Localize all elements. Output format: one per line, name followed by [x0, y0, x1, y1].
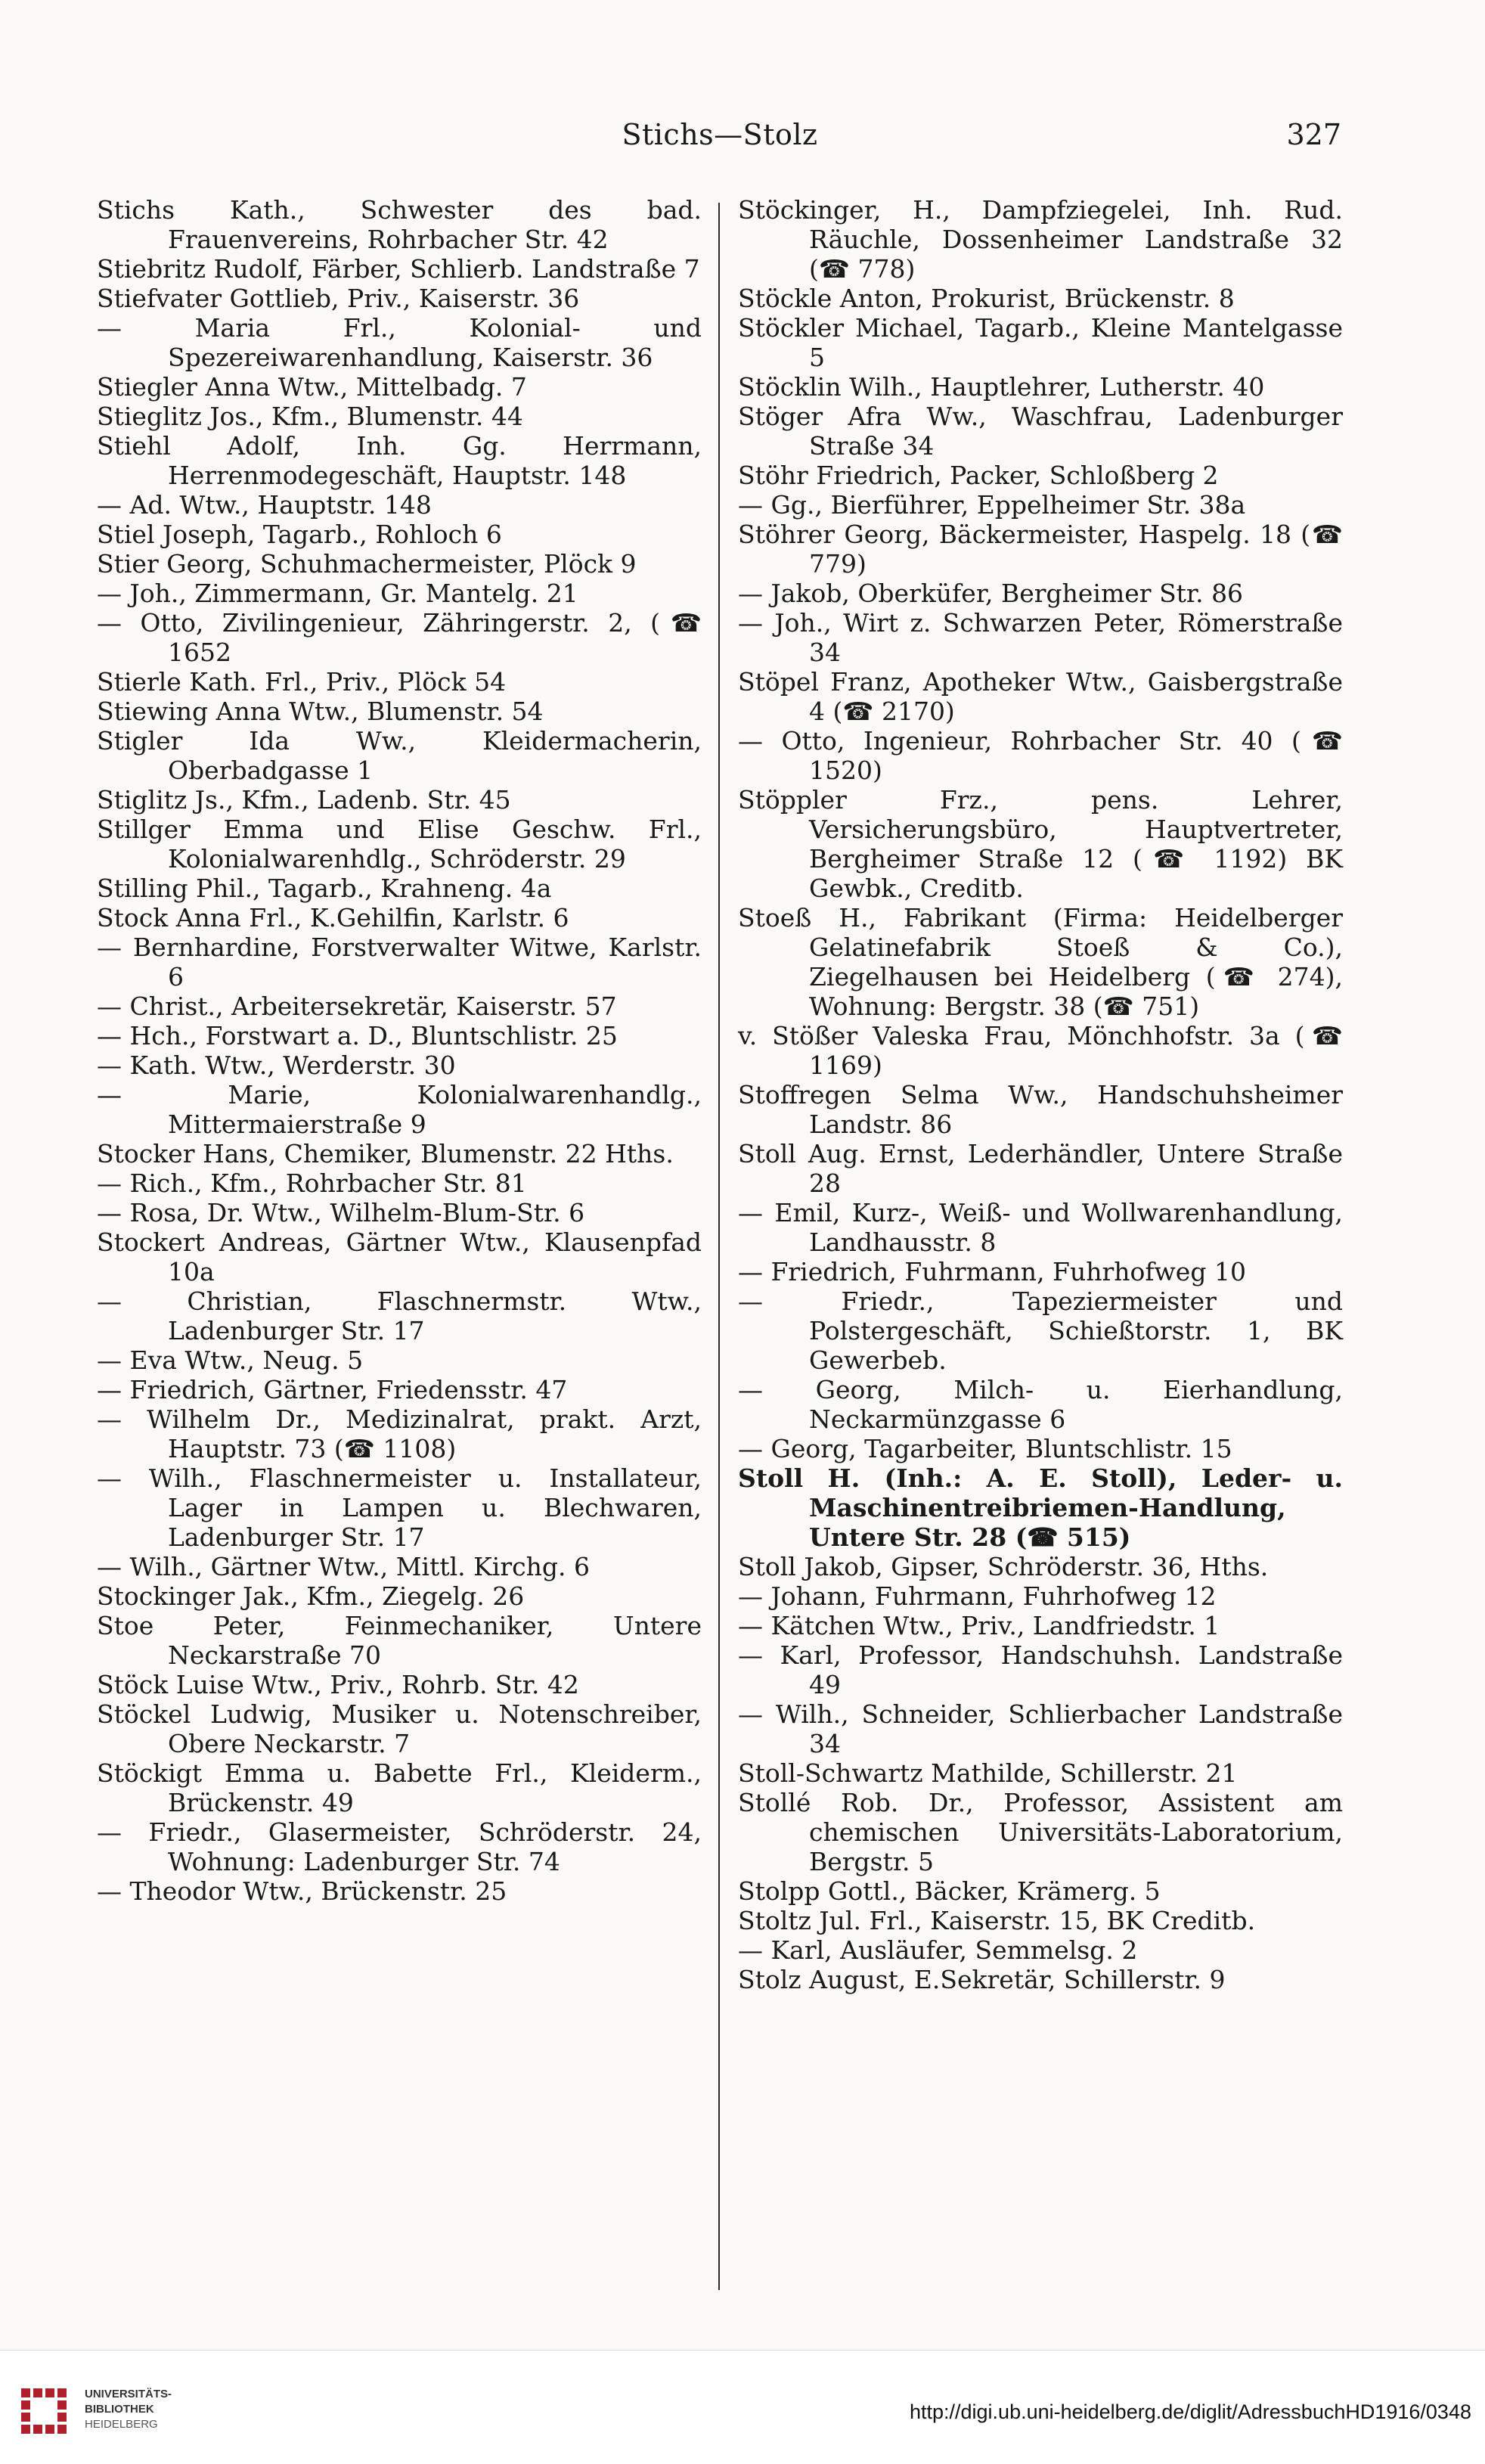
directory-entry: Stöckler Michael, Tagarb., Kleine Mantelgasse 5 [738, 313, 1343, 372]
directory-entry: Stolz August, E.Sekretär, Schillerstr. 9 [738, 1965, 1226, 1994]
directory-entry: — Theodor Wtw., Brückenstr. 25 [97, 1876, 507, 1906]
directory-entry: — Georg, Tagarbeiter, Bluntschlistr. 15 [738, 1434, 1232, 1463]
directory-entry: — Christ., Arbeitersekretär, Kaiserstr. 57 [97, 991, 617, 1021]
directory-entry: — Georg, Milch- u. Eierhandlung, Neckarmünzgasse 6 [738, 1375, 1343, 1434]
directory-entry: Stoll Jakob, Gipser, Schröderstr. 36, Hths. [738, 1552, 1269, 1581]
right-column [738, 195, 1343, 1994]
directory-entry: — Emil, Kurz-, Weiß- und Wollwarenhandlung, Landhausstr. 8 [738, 1198, 1343, 1257]
logo-line-1: UNIVERSITÄTS- [85, 2388, 172, 2400]
directory-entry: Stollé Rob. Dr., Professor, Assistent am chemischen Universitäts-Laboratorium, Bergstr. 5 [738, 1788, 1343, 1876]
directory-entry: — Kath. Wtw., Werderstr. 30 [97, 1050, 456, 1080]
directory-entry: — Friedr., Glasermeister, Schröderstr. 24, Wohnung: Ladenburger Str. 74 [97, 1817, 702, 1876]
library-logo[interactable] [17, 2384, 191, 2444]
directory-entry: — Bernhardine, Forstverwalter Witwe, Karlstr. 6 [97, 933, 702, 991]
directory-entry: Stiewing Anna Wtw., Blumenstr. 54 [97, 697, 544, 726]
directory-entry: Stoll-Schwartz Mathilde, Schillerstr. 21 [738, 1758, 1238, 1788]
directory-entry: — Marie, Kolonialwarenhandlg., Mittermaierstraße 9 [97, 1080, 702, 1139]
directory-entry: Stillger Emma und Elise Geschw. Frl., Kolonialwarenhdlg., Schröderstr. 29 [97, 815, 702, 874]
directory-entry: Stöcklin Wilh., Hauptlehrer, Lutherstr. 40 [738, 372, 1265, 402]
source-url-link[interactable]: http://digi.ub.uni-heidelberg.de/diglit/AdressbuchHD1916/0348 [909, 2400, 1471, 2423]
directory-entry: Stöckigt Emma u. Babette Frl., Kleiderm., Brückenstr. 49 [97, 1758, 702, 1817]
directory-entry: — Gg., Bierführer, Eppelheimer Str. 38a [738, 490, 1246, 520]
directory-entry: — Karl, Ausläufer, Semmelsg. 2 [738, 1935, 1138, 1965]
directory-entry: Stoe Peter, Feinmechaniker, Untere Neckarstraße 70 [97, 1611, 702, 1670]
logo-line-2: BIBLIOTHEK [85, 2403, 154, 2416]
running-head: Stichs—Stolz [622, 118, 818, 151]
directory-entry: Stöckinger, H., Dampfziegelei, Inh. Rud. Räuchle, Dossenheimer Landstraße 32 (☎ 778) [738, 195, 1343, 284]
directory-entry: Stiefvater Gottlieb, Priv., Kaiserstr. 36 [97, 284, 580, 313]
directory-entry: Stöpel Franz, Apotheker Wtw., Gaisbergstraße 4 (☎ 2170) [738, 667, 1343, 726]
directory-entry: — Christian, Flaschnermstr. Wtw., Ladenburger Str. 17 [97, 1286, 702, 1345]
directory-entry: — Joh., Zimmermann, Gr. Mantelg. 21 [97, 579, 578, 608]
directory-entry: — Joh., Wirt z. Schwarzen Peter, Römerstraße 34 [738, 608, 1343, 667]
directory-entry: — Friedrich, Fuhrmann, Fuhrhofweg 10 [738, 1257, 1246, 1286]
viewer-footer [0, 2350, 1485, 2464]
page-header [98, 113, 1341, 159]
directory-entry: Stoll H. (Inh.: A. E. Stoll), Leder- u. Maschinentreibriemen-Handlung, Untere Str. 28 (☎ 515) [738, 1463, 1343, 1552]
directory-entry: — Ad. Wtw., Hauptstr. 148 [97, 490, 432, 520]
directory-entry: — Otto, Ingenieur, Rohrbacher Str. 40 (☎ 1520) [738, 726, 1343, 785]
directory-entry: Stiegler Anna Wtw., Mittelbadg. 7 [97, 372, 527, 402]
directory-columns [97, 195, 1343, 2313]
directory-entry: — Wilhelm Dr., Medizinalrat, prakt. Arzt, Hauptstr. 73 (☎ 1108) [97, 1404, 702, 1463]
directory-entry: Stock Anna Frl., K.Gehilfin, Karlstr. 6 [97, 903, 569, 933]
directory-entry: — Wilh., Gärtner Wtw., Mittl. Kirchg. 6 [97, 1552, 590, 1581]
directory-entry: Stoll Aug. Ernst, Lederhändler, Untere Straße 28 [738, 1139, 1343, 1198]
directory-entry: Stöckel Ludwig, Musiker u. Notenschreiber, Obere Neckarstr. 7 [97, 1699, 702, 1758]
page-number: 327 [1286, 118, 1341, 151]
directory-entry: Stoltz Jul. Frl., Kaiserstr. 15, BK Creditb. [738, 1906, 1256, 1935]
directory-entry: Stöhr Friedrich, Packer, Schloßberg 2 [738, 461, 1219, 490]
directory-entry: — Rich., Kfm., Rohrbacher Str. 81 [97, 1168, 527, 1198]
directory-entry: — Karl, Professor, Handschuhsh. Landstraße 49 [738, 1640, 1343, 1699]
directory-entry: Stieglitz Jos., Kfm., Blumenstr. 44 [97, 402, 523, 431]
directory-entry: Stichs Kath., Schwester des bad. Frauenvereins, Rohrbacher Str. 42 [97, 195, 702, 254]
directory-entry: Stolpp Gottl., Bäcker, Krämerg. 5 [738, 1876, 1161, 1906]
directory-entry: Stöger Afra Ww., Waschfrau, Ladenburger Straße 34 [738, 402, 1343, 461]
directory-entry: Stoffregen Selma Ww., Handschuhsheimer Landstr. 86 [738, 1080, 1343, 1139]
directory-entry: — Hch., Forstwart a. D., Bluntschlistr. 25 [97, 1021, 618, 1050]
directory-entry: — Friedr., Tapeziermeister und Polstergeschäft, Schießtorstr. 1, BK Gewerbeb. [738, 1286, 1343, 1375]
directory-entry: — Wilh., Schneider, Schlierbacher Landstraße 34 [738, 1699, 1343, 1758]
directory-entry: Stierle Kath. Frl., Priv., Plöck 54 [97, 667, 507, 697]
directory-entry: v. Stößer Valeska Frau, Mönchhofstr. 3a (☎ 1169) [738, 1021, 1343, 1080]
column-divider [718, 203, 720, 2290]
directory-entry: Stiglitz Js., Kfm., Ladenb. Str. 45 [97, 785, 511, 815]
directory-entry: Stöckle Anton, Prokurist, Brückenstr. 8 [738, 284, 1235, 313]
directory-entry: Stockinger Jak., Kfm., Ziegelg. 26 [97, 1581, 525, 1611]
directory-entry: Stier Georg, Schuhmachermeister, Plöck 9 [97, 549, 637, 579]
directory-entry: — Rosa, Dr. Wtw., Wilhelm-Blum-Str. 6 [97, 1198, 585, 1227]
directory-entry: Stiebritz Rudolf, Färber, Schlierb. Landstraße 7 [97, 254, 700, 284]
directory-entry: Stocker Hans, Chemiker, Blumenstr. 22 Hths. [97, 1139, 674, 1168]
directory-entry: Stockert Andreas, Gärtner Wtw., Klausenpfad 10a [97, 1227, 702, 1286]
directory-entry: Stigler Ida Ww., Kleidermacherin, Oberbadgasse 1 [97, 726, 702, 785]
directory-entry: Stilling Phil., Tagarb., Krahneng. 4a [97, 874, 552, 903]
directory-entry: — Maria Frl., Kolonial- und Spezereiwarenhandlung, Kaiserstr. 36 [97, 313, 702, 372]
directory-entry: — Kätchen Wtw., Priv., Landfriedstr. 1 [738, 1611, 1220, 1640]
directory-entry: Stöppler Frz., pens. Lehrer, Versicherungsbüro, Hauptvertreter, Bergheimer Straße 12 (☎ 1192) BK Gewbk., Creditb. [738, 785, 1343, 903]
directory-entry: Stiel Joseph, Tagarb., Rohloch 6 [97, 520, 502, 549]
directory-entry: — Wilh., Flaschnermeister u. Installateur, Lager in Lampen u. Blechwaren, Ladenburger Str. 17 [97, 1463, 702, 1552]
directory-entry: — Johann, Fuhrmann, Fuhrhofweg 12 [738, 1581, 1217, 1611]
left-column [97, 195, 702, 1906]
directory-entry: Stöhrer Georg, Bäckermeister, Haspelg. 18 (☎ 779) [738, 520, 1343, 579]
directory-entry: Stoeß H., Fabrikant (Firma: Heidelberger Gelatinefabrik Stoeß & Co.), Ziegelhausen bei Heidelberg (☎ 274), Wohnung: Bergstr. 38 (☎ 751) [738, 903, 1343, 1021]
directory-entry: — Otto, Zivilingenieur, Zähringerstr. 2, (☎ 1652 [97, 608, 702, 667]
directory-entry: Stöck Luise Wtw., Priv., Rohrb. Str. 42 [97, 1670, 579, 1699]
directory-entry: — Eva Wtw., Neug. 5 [97, 1345, 364, 1375]
library-seal-icon [17, 2384, 77, 2444]
directory-entry: — Jakob, Oberküfer, Bergheimer Str. 86 [738, 579, 1244, 608]
directory-entry: — Friedrich, Gärtner, Friedensstr. 47 [97, 1375, 568, 1404]
logo-line-3: HEIDELBERG [85, 2418, 158, 2431]
directory-entry: Stiehl Adolf, Inh. Gg. Herrmann, Herrenmodegeschäft, Hauptstr. 148 [97, 431, 702, 490]
